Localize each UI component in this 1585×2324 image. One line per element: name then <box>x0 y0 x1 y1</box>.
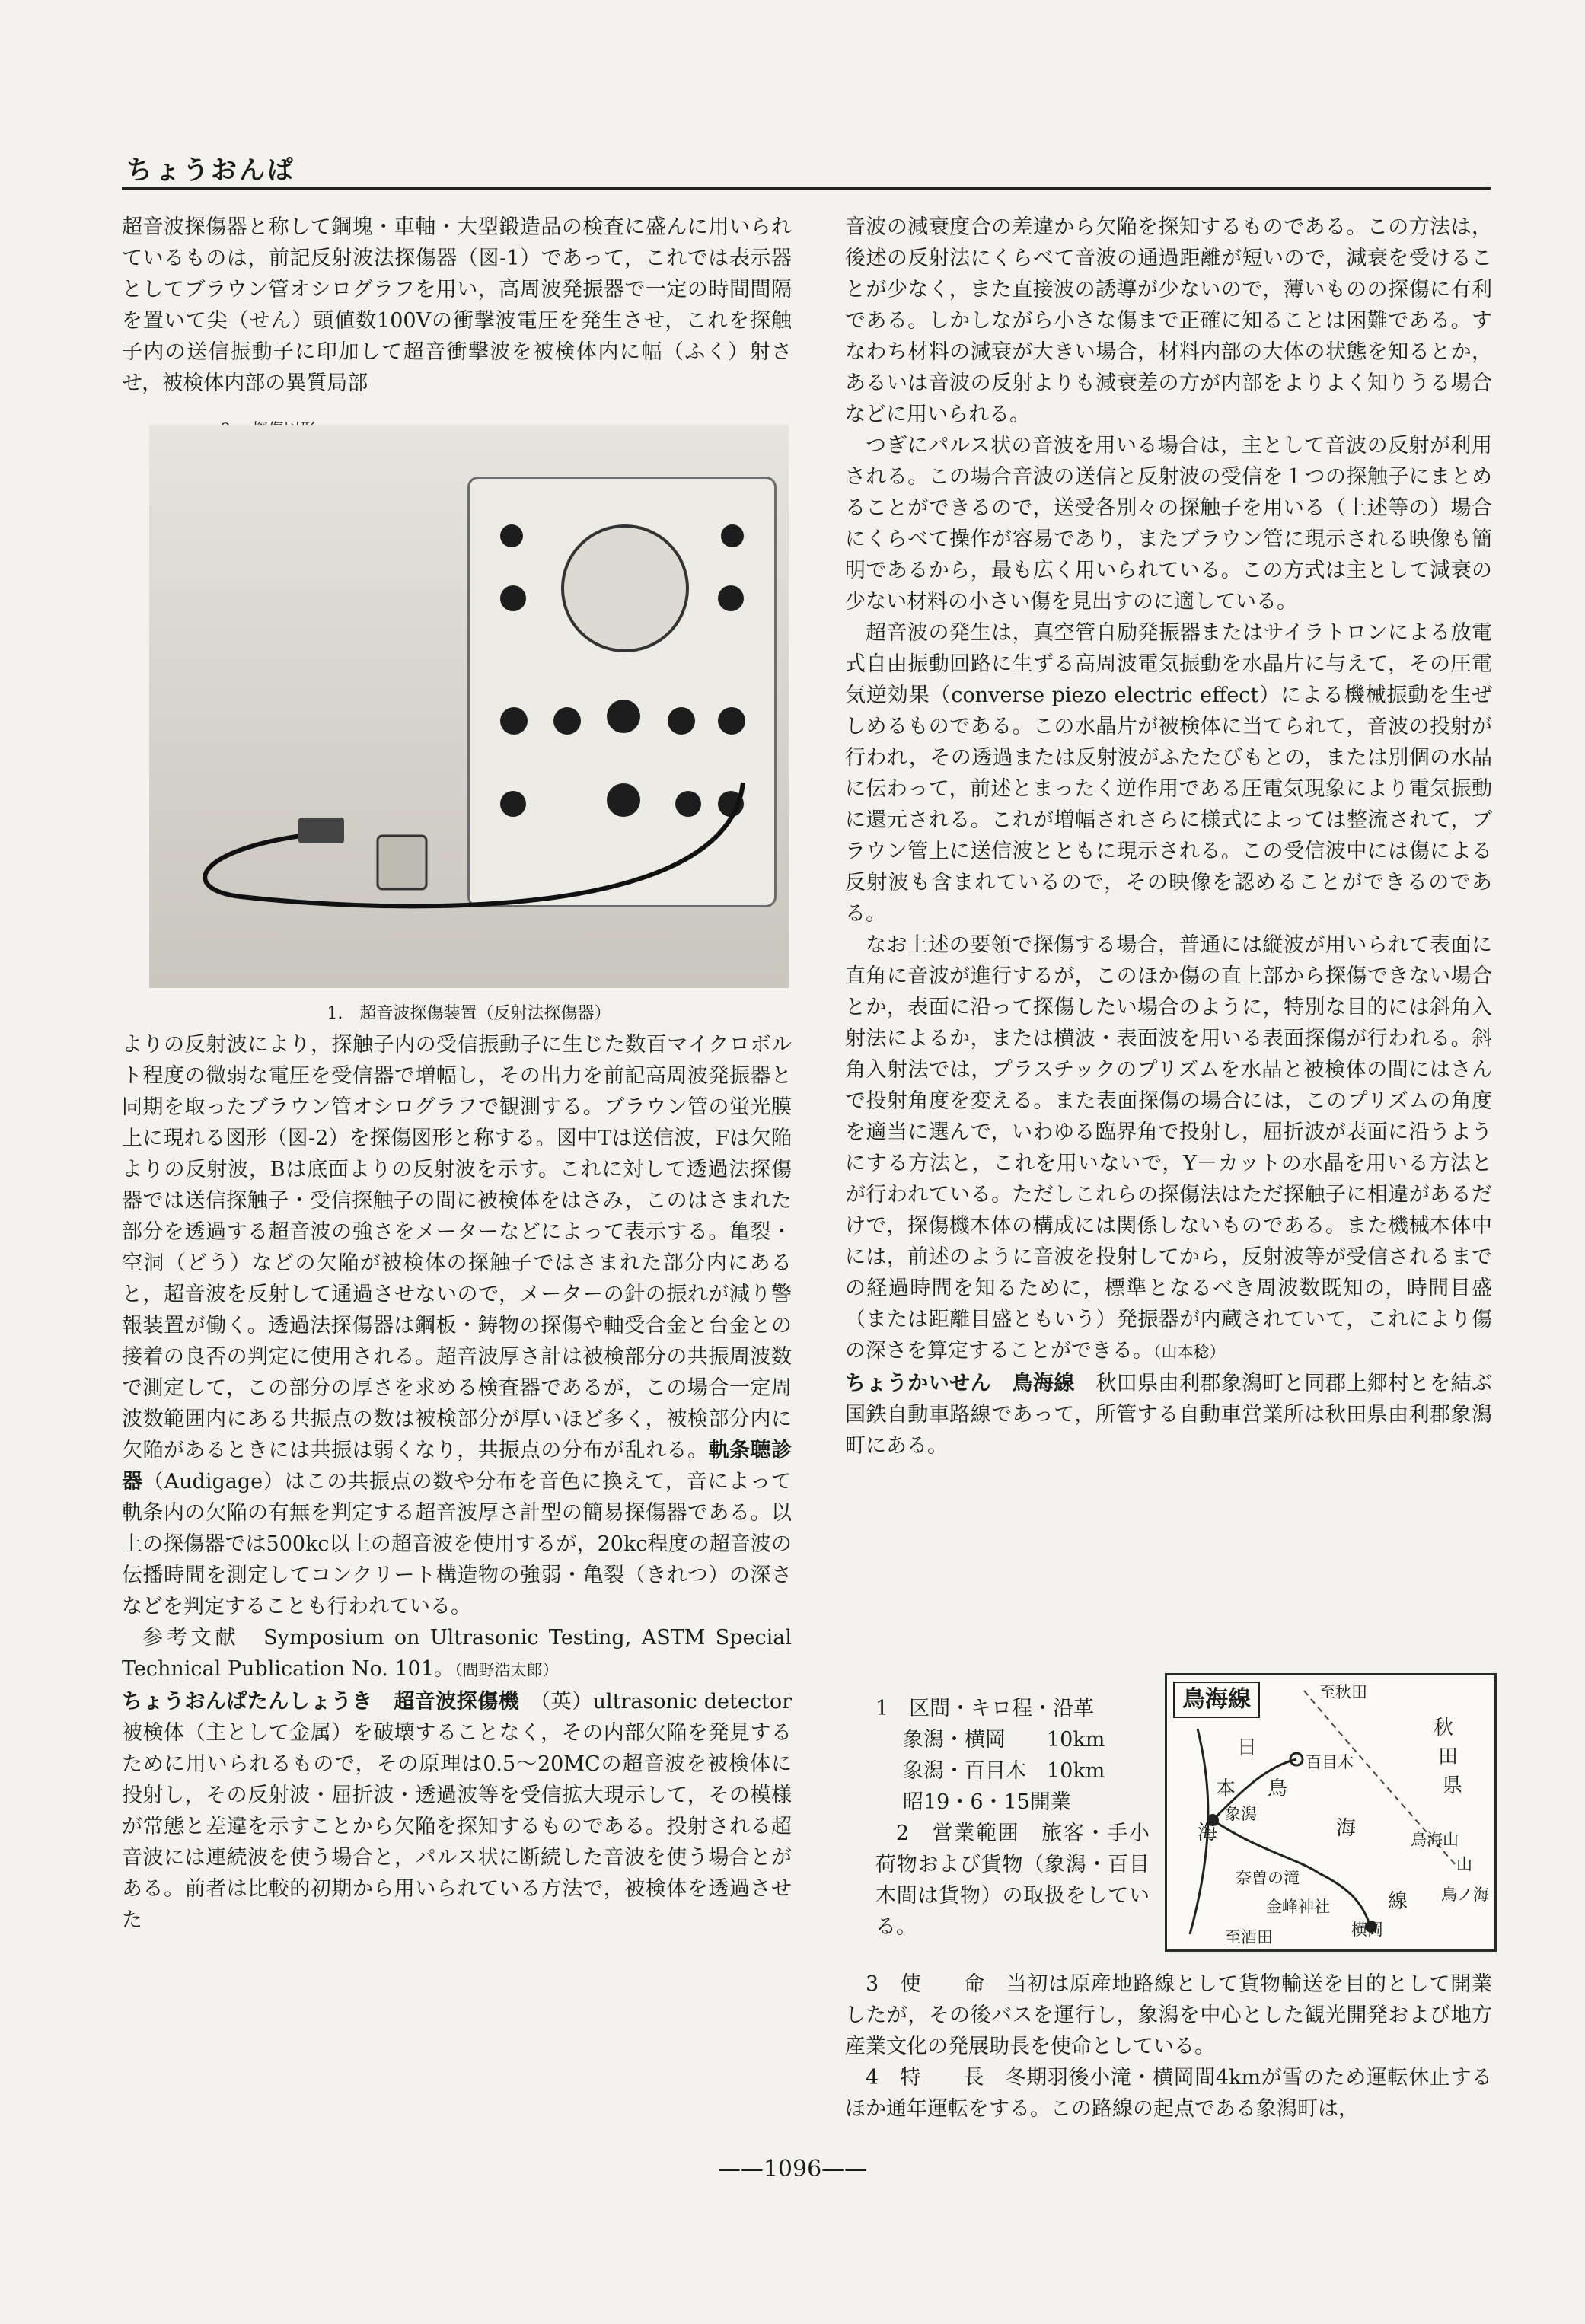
reference: 参考文献 Symposium on Ultrasonic Testing, ASTM Special Technical Publication No. 101。 <box>122 1626 792 1681</box>
map-label: 金峰神社 <box>1266 1898 1330 1916</box>
map-label: 海 <box>1198 1822 1218 1844</box>
map-label: 至秋田 <box>1319 1683 1367 1701</box>
paragraph: 音波の減衰度合の差違から欠陥を探知するものである。この方法は，後述の反射法にくらべて音波の通過距離が短いので，減衰を受けることが少なく，また直接波の誘導が少ないので，薄いものの探傷に有利である。しかしながら小さな傷まで正確に知ることは困難である。すなわち材料の減衰が大きい場合，材料内部の大体の状態を知るとか，あるいは音波の反射よりも減衰差の方が内部をよりよく知りうる場合などに用いられる。 <box>845 215 1492 426</box>
paragraph-author: （山本稔） <box>1153 1343 1226 1361</box>
left-column-top <box>122 212 792 399</box>
item-4: 4 特 長 冬期羽後小滝・横岡間4kmが雪のため運転休止するほか通年運転をする。この路線の起点である象潟町は， <box>845 2066 1492 2121</box>
map-title: 鳥海線 <box>1173 1682 1260 1718</box>
map-label: 田 <box>1438 1745 1459 1768</box>
map-label: 至酒田 <box>1225 1928 1273 1946</box>
reference-author: （間野浩太郎） <box>454 1661 559 1679</box>
paragraph-tail: （Audigage）はこの共振点の数や分布を音色に換えて，音によって軌条内の欠陥の有無を判定する超音波厚さ計型の簡易探傷器である。以上の探傷器では500kc以上の超音波を使用するが，20kc程度の超音波の伝播時間を測定してコンクリート構造物の強弱・亀裂（きれつ）の深さなどを判定することも行われている。 <box>122 1470 792 1618</box>
map-label: 県 <box>1443 1774 1463 1797</box>
route-map <box>1165 1673 1497 1952</box>
map-label: 日 <box>1237 1736 1258 1759</box>
item-1-heading: 1 区間・キロ程・沿革 <box>875 1697 1095 1720</box>
entry-heading: ちょうかいせん 鳥海線 <box>845 1372 1075 1395</box>
map-label: 本 <box>1216 1777 1236 1800</box>
map-label: 奈曽の滝 <box>1236 1869 1300 1887</box>
entry-body: 秋田県由利郡象潟町と同郡上郷村とを結ぶ国鉄自動車路線であって，所管する自動車営業所は秋田県由利郡象潟町にある。 <box>845 1372 1493 1458</box>
bold-term: 軌条聴診器 <box>122 1439 792 1494</box>
left-column-bottom <box>122 1029 812 1936</box>
map-label: 鳥ノ海 <box>1441 1886 1489 1904</box>
paragraph: 超音波探傷器と称して鋼塊・車軸・大型鍛造品の検査に盛んに用いられているものは，前記反射波法探傷器（図-1）であって，これでは表示器としてブラウン管オシログラフを用い，高周波発振器で一定の時間間隔を置いて尖（せん）頭値数100Vの衝撃波電圧を発生させ，これを探触子内の送信振動子に印加して超音衝撃波を被検体内に幅（ふく）射させ，被検体内部の異質局部 <box>122 215 792 395</box>
ultrasonic-tester-photo <box>149 425 789 988</box>
figure1-caption: 1. 超音波探傷装置（反射法探傷器） <box>327 1004 611 1023</box>
entry-body: （英）ultrasonic detector 被検体（主として金属）を破壊することなく，その内部欠陥を発見するために用いられるもので，その原理は0.5～20MCの超音波を被検体に投射し，その反射波・屈折波・透過波等を受信拡大現示して，その模様が常態と差違を示すことから欠陥を探知するものである。投射される超音波には連続波を使う場合と，パルス状に断続した音波を使う場合とがある。前者は比較的初期から用いられている方法で，被検体を透過させた <box>122 1690 812 1932</box>
paragraph: なお上述の要領で探傷する場合，普通には縦波が用いられて表面に直角に音波が進行するが，このほか傷の直上部から探傷できない場合とか，表面に沿って探傷したい場合のように，特別な目的には斜角入射法によるか，または横波・表面波を用いる表面探傷が行われる。斜角入射法では，プラスチックのプリズムを水晶と被検体の間にはさんで投射角度を変える。また表面探傷の場合には，このプリズムの角度を適当に選んで，いわゆる臨界角で投射し，屈折波が表面に沿うようにする方法と，これを用いないで，Y－カットの水晶を用いる方法とが行われている。ただしこれらの探傷法はただ探触子に相違があるだけで，探傷機本体の構成には関係しないものである。また機械本体中には，前述のように音波を投射してから，反射波等が受信されるまでの経過時間を知るために，標準となるべき周波数既知の，時間目盛（または距離目盛ともいう）発振器が内蔵されていて，これにより傷の深さを算定することができる。 <box>845 933 1492 1363</box>
item-1-row: 象潟・横岡 10km <box>903 1728 1105 1752</box>
page-number: ——1096—— <box>717 2156 868 2182</box>
map-label: 山 <box>1456 1855 1472 1873</box>
entry-heading: ちょうおんぱたんしょうき 超音波探傷機 <box>122 1690 520 1714</box>
map-label: 鳥 <box>1268 1777 1288 1800</box>
probe-cable <box>149 425 789 988</box>
map-label: 海 <box>1336 1817 1357 1840</box>
item-1-row: 昭19・6・15開業 <box>903 1790 1071 1814</box>
item-3: 3 使 命 当初は原産地路線として貨物輸送を目的として開業したが，その後バスを運行し，象潟を中心とした観光開発および地方産業文化の発展助長を使命としている。 <box>845 1972 1492 2058</box>
map-label: 線 <box>1388 1890 1408 1913</box>
item-2: 2 営業範囲 旅客・手小荷物および貨物（象潟・百目木間は貨物）の取扱をしている。 <box>875 1822 1150 1939</box>
paragraph: 超音波の発生は，真空管自励発振器またはサイラトロンによる放電式自由振動回路に生ずる高周波電気振動を水晶片に与えて，その圧電気逆効果（converse piezo electric effect）による機械振動を生ぜしめるものである。この水晶片が被検体に当てられて，音波の投射が行われ，その透過または反射波がふたたびもとの，または別個の水晶に伝わって，前述とまったく逆作用である圧電気現象により電気振動に還元される。これが増幅されさらに様式によっては整流されて，ブラウン管上に送信波とともに現示される。この受信波中には傷による反射波も含まれているので，その映像を認めることができるのである。 <box>845 621 1492 926</box>
item-1-row: 象潟・百目木 10km <box>903 1759 1105 1783</box>
map-label: 横岡 <box>1351 1921 1383 1939</box>
map-label: 百目木 <box>1306 1753 1354 1771</box>
route-items <box>875 1693 1150 1943</box>
route-items-bottom <box>845 1969 1492 2125</box>
header-rule <box>122 187 1491 190</box>
paragraph: よりの反射波により，探触子内の受信振動子に生じた数百マイクロボルト程度の微弱な電圧を受信器で増幅し，その出力を前記高周波発振器と同期を取ったブラウン管オシログラフで観測する。ブラウン管の蛍光膜上に現れる図形（図-2）を探傷図形と称する。図中Tは送信波，Fは欠陥よりの反射波，Bは底面よりの反射波を示す。これに対して透過法探傷器では送信探触子・受信探触子の間に被検体をはさみ，このはさまれた部分を透過する超音波の強さをメーターなどによって表示する。亀裂・空洞（どう）などの欠陥が被検体の探触子ではさまれた部分内にあると，超音波を反射して通過させないので，メーターの針の振れが減り警報装置が働く。透過法探傷器は鋼板・鋳物の探傷や軸受合金と台金との接着の良否の判定に使用される。超音波厚さ計は被検部分の共振周波数で測定して，この部分の厚さを求める検査器であるが，この場合一定周波数範囲内にある共振点の数は被検部分が厚いほど多く，被検部分内に欠陥があるときには共振は弱くなり，共振点の分布が乱れる。 <box>122 1033 792 1462</box>
map-label: 秋 <box>1434 1717 1454 1739</box>
page-header-title: ちょうおんぱ <box>126 155 295 186</box>
right-column <box>845 212 1492 1462</box>
map-label: 象潟 <box>1225 1805 1257 1823</box>
paragraph: つぎにパルス状の音波を用いる場合は，主として音波の反射が利用される。この場合音波の送信と反射波の受信を１つの探触子にまとめることができるので，送受各別々の探触子を用いる（上述等の）場合にくらべて操作が容易であり，またブラウン管に現示される映像も簡明であるから，最も広く用いられている。この方式は主として減衰の少ない材料の小さい傷を見出すのに適している。 <box>845 434 1492 614</box>
map-label: 鳥海山 <box>1411 1831 1459 1849</box>
